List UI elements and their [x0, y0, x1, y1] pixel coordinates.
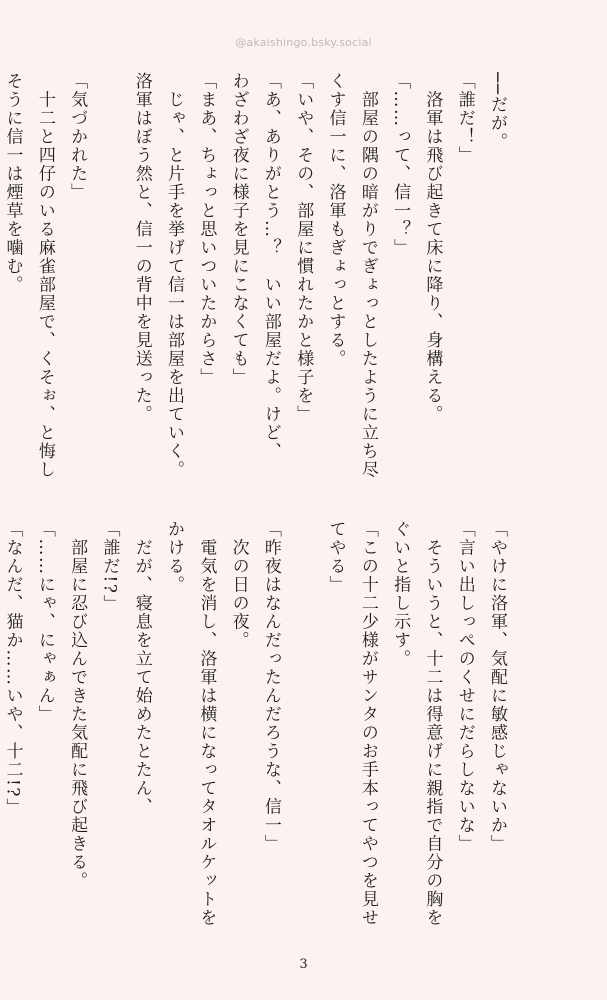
text-line: 「気づかれた」 [67, 72, 88, 202]
watermark: @akaishingo.bsky.social [235, 36, 372, 49]
text-line: 「……って、信一？」 [390, 72, 411, 257]
text-line: 「言い出しっぺのくせにだらしないな」 [454, 520, 475, 853]
text-line: だが、寝息を立て始めたとたん、 [131, 520, 152, 816]
text-line: 「昨夜はなんだったんだろうな、信一」 [260, 520, 281, 853]
page-number: 3 [299, 957, 308, 972]
text-line: 十二と四仔のいる麻雀部屋で、くそぉ、と悔し [34, 72, 55, 479]
text-line: 部屋に忍び込んできた気配に飛び起きる。 [67, 520, 88, 890]
text-line: 「この十二少様がサンタのお手本ってやつを見せ [357, 520, 378, 927]
text-line: じゃ、と片手を挙げて信一は部屋を出ていく。 [164, 72, 185, 479]
text-line: 「あ、ありがとう…？ いい部屋だよ。けど、 [260, 72, 281, 461]
text-line: かける。 [164, 520, 185, 594]
text-line: 「なんだ、猫か……いや、十二!?」 [2, 520, 23, 817]
text-line: 「いや、その、部屋に慣れたかと様子を」 [293, 72, 314, 424]
text-line: ぐいと指し示す。 [390, 520, 411, 668]
text-line: 「まあ、ちょっと思いついたからさ」 [196, 72, 217, 387]
text-line: 部屋の隅の暗がりでぎょっとしたように立ち尽 [357, 72, 378, 479]
text-line: 次の日の夜。 [228, 520, 249, 650]
text-line [287, 520, 319, 940]
text-line: 「やけに洛軍、気配に敏感じゃないか」 [487, 520, 507, 853]
text-line: 電気を消し、洛軍は横になってタオルケットを [196, 520, 217, 927]
text-line: 洛軍は飛び起きて床に降り、身構える。 [422, 72, 443, 424]
text-line: くす信一に、洛軍もぎょっとする。 [325, 72, 346, 368]
text-line: 洛軍はぼう然と、信一の背中を見送った。 [131, 72, 152, 424]
text-column-bottom [0, 520, 513, 940]
text-line: 「……にゃ、にゃぁん」 [34, 520, 55, 724]
text-line [93, 72, 125, 472]
text-line: てやる」 [325, 520, 346, 594]
text-line: そうに信一は煙草を噛む。 [2, 72, 23, 294]
text-line: 「誰だ!?」 [99, 520, 120, 613]
text-line: そういうと、十二は得意げに親指で自分の胸を [422, 520, 443, 927]
text-line: ──だが。 [487, 72, 507, 151]
text-column-top [0, 72, 513, 479]
text-line: 「誰だ！」 [454, 72, 475, 165]
text-line: わざわざ夜に様子を見にこなくても」 [228, 72, 249, 387]
